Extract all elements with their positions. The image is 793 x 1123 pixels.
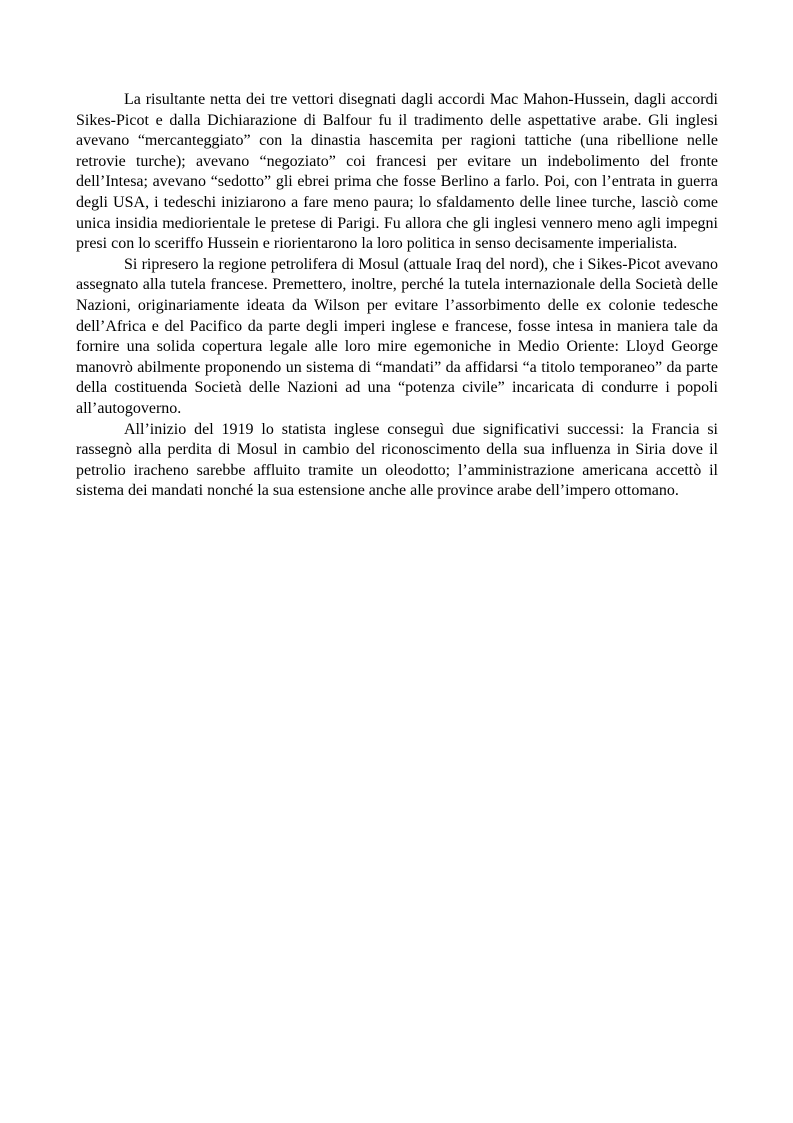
paragraph-1: La risultante netta dei tre vettori disegnati dagli accordi Mac Mahon-Hussein, dagli accordi Sikes-Picot e dalla Dichiarazione di Balfour fu il tradimento delle aspettative arabe. Gli inglesi avevano “mercanteggiato” con la dinastia hascemita per ragioni tattiche (una ribellione nelle retrovie turche); avevano “negoziato” coi francesi per evitare un indebolimento del fronte dell’Intesa; avevano “sedotto” gli ebrei prima che fosse Berlino a farlo. Poi, con l’entrata in guerra degli USA, i tedeschi iniziarono a fare meno paura; lo sfaldamento delle linee turche, lasciò come unica insidia mediorientale le pretese di Parigi. Fu allora che gli inglesi vennero meno agli impegni presi con lo sceriffo Hussein e riorientarono la loro politica in senso decisamente imperialista. <box>76 91 718 253</box>
paragraph-2: Si ripresero la regione petrolifera di Mosul (attuale Iraq del nord), che i Sikes-Picot avevano assegnato alla tutela francese. Premettero, inoltre, perché la tutela internazionale della Società delle Nazioni, originariamente ideata da Wilson per evitare l’assorbimento delle ex colonie tedesche dell’Africa e del Pacifico da parte degli imperi inglese e francese, fosse intesa in maniera tale da fornire una solida copertura legale alle loro mire egemoniche in Medio Oriente: Lloyd George manovrò abilmente proponendo un sistema di “mandati” da affidarsi “a titolo temporaneo” da parte della costituenda Società delle Nazioni ad una “potenza civile” incaricata di condurre i popoli all’autogoverno. <box>76 255 718 417</box>
body-text <box>76 90 718 502</box>
paragraph-3: All’inizio del 1919 lo statista inglese conseguì due significativi successi: la Francia si rassegnò alla perdita di Mosul in cambio del riconoscimento della sua influenza in Siria dove il petrolio iracheno sarebbe affluito tramite un oleodotto; l’amministrazione americana accettò il sistema dei mandati nonché la sua estensione anche alle province arabe dell’impero ottomano. <box>76 420 718 500</box>
